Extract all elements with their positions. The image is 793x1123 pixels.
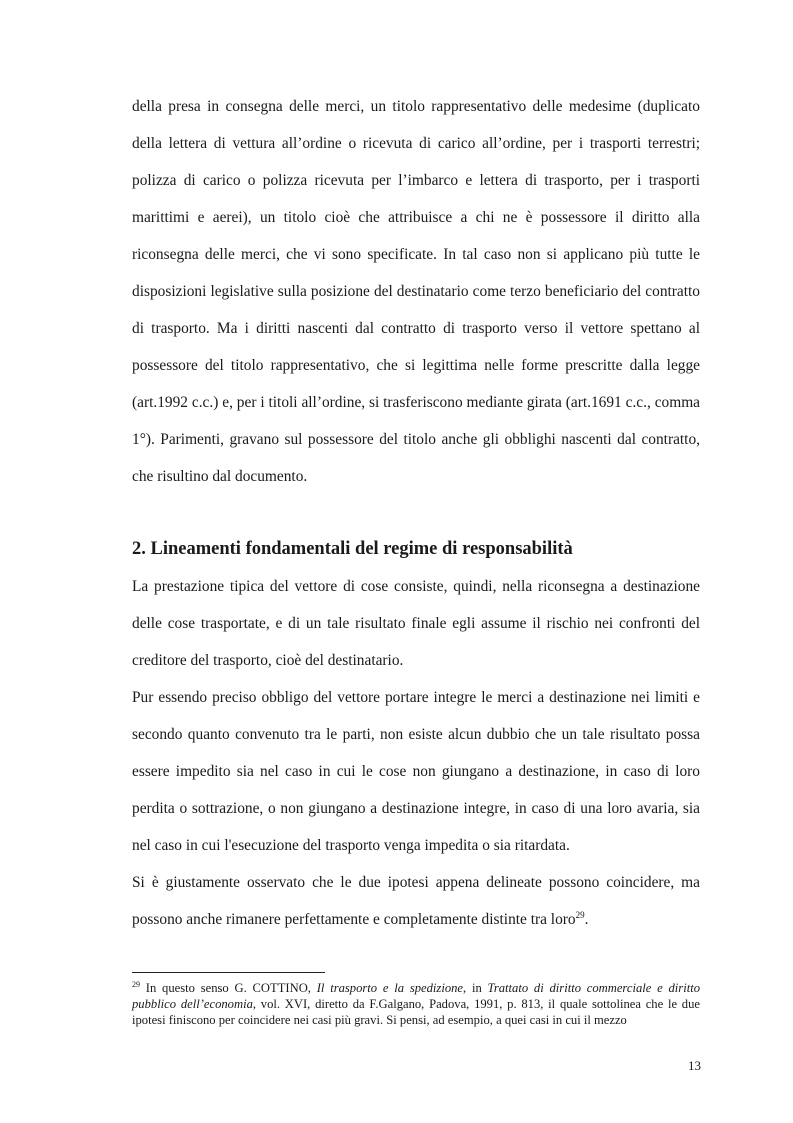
paragraph-4-text: Si è giustamente osservato che le due ipotesi appena delineate possono coincidere, ma possono anche rimanere perfettamente e completamente distinte tra loro: [132, 874, 700, 928]
footnote: [132, 980, 700, 1028]
footnote-text-3: , vol. XVI, diretto da F.Galgano, Padova, 1991, p. 813, il quale sottolinea che le due ipotesi finiscono per coincidere nei casi più gravi. Si pensi, ad esempio, a quei casi in cui il mezzo: [132, 997, 700, 1027]
footnote-book-title: Il trasporto e la spedizione: [316, 981, 464, 995]
paragraph-1: della presa in consegna delle merci, un titolo rappresentativo delle medesime (duplicato della lettera di vettura all’ordine o ricevuta di carico all’ordine, per i trasporti terrestri; polizza di carico o polizza ricevuta per l’imbarco e lettera di trasporto, per i trasporti marittimi e aerei), un titolo cioè che attribuisce a chi ne è possessore il diritto alla riconsegna delle merci, che vi sono specificate. In tal caso non si applicano più tutte le disposizioni legislative sulla posizione del destinatario come terzo beneficiario del contratto di trasporto. Ma i diritti nascenti dal contratto di trasporto verso il vettore spettano al possessore del titolo rappresentativo, che si legittima nelle forme prescritte dalla legge (art.1992 c.c.) e, per i titoli all’ordine, si trasferiscono mediante girata (art.1691 c.c., comma 1°). Parimenti, gravano sul possessore del titolo anche gli obblighi nascenti dal contratto, che risultino dal documento.: [132, 98, 700, 485]
paragraph-4: [132, 864, 700, 938]
main-text: [132, 88, 700, 495]
paragraph-2: La prestazione tipica del vettore di cose consiste, quindi, nella riconsegna a destinazione delle cose trasportate, e di un tale risultato finale egli assume il rischio nei confronti del creditore del trasporto, cioè del destinatario.: [132, 578, 700, 669]
footnote-number: 29: [132, 979, 140, 989]
paragraph-4-period: .: [584, 911, 589, 928]
footnote-series-title: Trattato di diritto commerciale e diritto pubblico dell’economia: [132, 981, 700, 1011]
footnote-text-2: , in: [463, 981, 488, 995]
page-number: 13: [688, 1058, 701, 1073]
footnote-divider: [132, 972, 325, 973]
section-heading: 2. Lineamenti fondamentali del regime di responsabilità: [132, 539, 573, 559]
section-body: [132, 568, 700, 938]
paragraph-3: Pur essendo preciso obbligo del vettore portare integre le merci a destinazione nei limiti e secondo quanto convenuto tra le parti, non esiste alcun dubbio che un tale risultato possa essere impedito sia nel caso in cui le cose non giungano a destinazione, in caso di loro perdita o sottrazione, o non giungano a destinazione integre, in caso di una loro avaria, sia nel caso in cui l'esecuzione del trasporto venga impedita o sia ritardata.: [132, 689, 700, 854]
footnote-text-1: In questo senso G. COTTINO,: [140, 981, 317, 995]
footnote-reference[interactable]: 29: [575, 909, 585, 920]
